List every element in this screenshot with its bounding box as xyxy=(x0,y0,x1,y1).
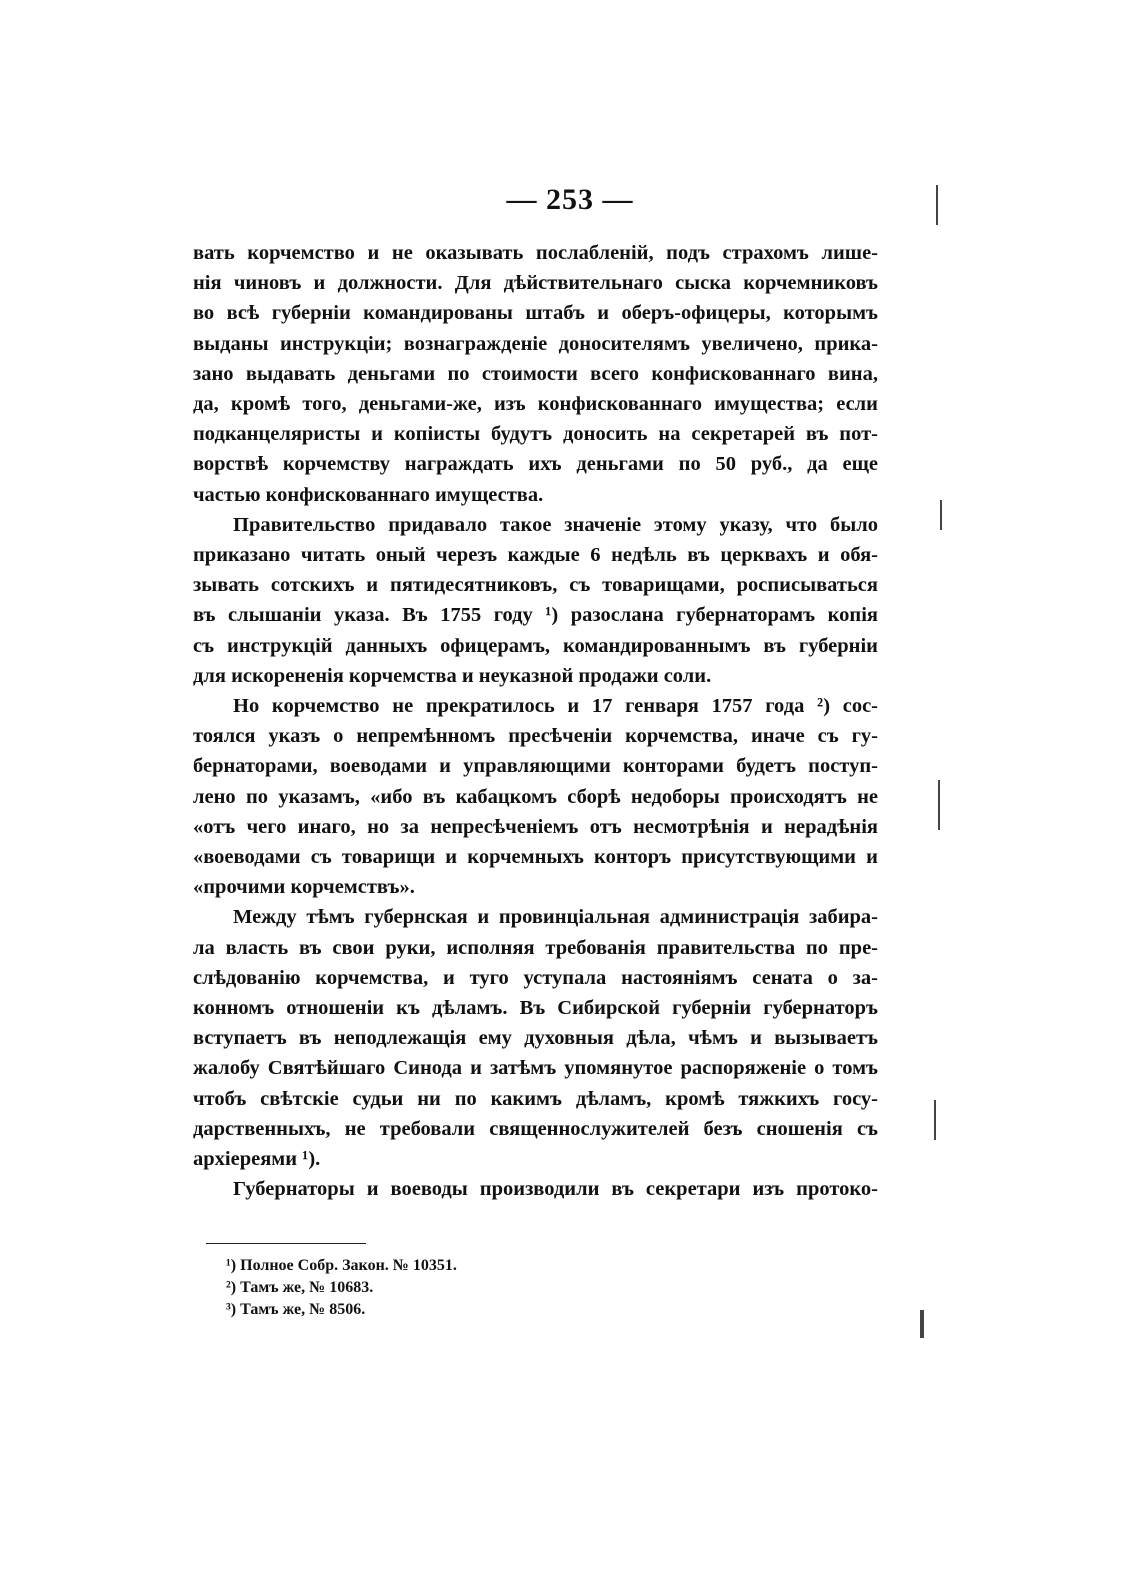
footnote: ¹) Полное Собр. Закон. № 10351. xyxy=(226,1257,457,1274)
text-line: «прочими корчемствъ». xyxy=(193,876,415,899)
scan-margin-mark xyxy=(934,1100,936,1140)
body-text xyxy=(193,238,878,1205)
text-line: во всѣ губерніи командированы штабъ и оберъ-офицеры, которымъ xyxy=(193,302,878,325)
text-line: архіереями ¹). xyxy=(193,1148,321,1171)
text-line: съ инструкцій данныхъ офицерамъ, командированнымъ въ губерніи xyxy=(193,634,878,657)
text-line: для искорененія корчемства и неуказной продажи соли. xyxy=(193,664,712,687)
text-line: приказано читать оный черезъ каждые 6 недѣль въ церквахъ и обя- xyxy=(193,544,878,567)
paragraph-3 xyxy=(193,691,878,902)
paragraph-1 xyxy=(193,238,878,510)
text-line: Между тѣмъ губернская и провинціальная администрація забира- xyxy=(233,906,878,929)
text-line: зано выдавать деньгами по стоимости всего конфискованнаго вина, xyxy=(193,362,878,385)
text-line: выданы инструкціи; вознагражденіе доносителямъ увеличено, прика- xyxy=(193,332,878,355)
paragraph-2 xyxy=(193,510,878,691)
text-line: частью конфискованнаго имущества. xyxy=(193,483,544,506)
scan-margin-mark xyxy=(920,1310,924,1338)
text-line: Правительство придавало такое значеніе этому указу, что было xyxy=(233,513,878,536)
footnote: ³) Тамъ же, № 8506. xyxy=(226,1301,366,1318)
text-line: «отъ чего инаго, но за непресѣченіемъ отъ несмотрѣнія и нерадѣнія xyxy=(193,815,878,838)
text-line: чтобъ свѣтскіе судьи ни по какимъ дѣламъ, кромѣ тяжкихъ госу- xyxy=(193,1087,878,1110)
text-line: подканцеляристы и копіисты будутъ доносить на секретарей въ пот- xyxy=(193,423,878,446)
footnotes xyxy=(226,1255,646,1321)
scan-margin-mark xyxy=(940,500,942,530)
text-line: дарственныхъ, не требовали священнослужителей безъ сношенія съ xyxy=(193,1117,878,1140)
paragraph-4 xyxy=(193,902,878,1174)
scan-margin-mark xyxy=(936,185,938,225)
text-line: бернаторами, воеводами и управляющими конторами будетъ поступ- xyxy=(193,755,878,778)
text-line: конномъ отношеніи къ дѣламъ. Въ Сибирской губерніи губернаторъ xyxy=(193,997,878,1020)
text-line: въ слышаніи указа. Въ 1755 году ¹) разослана губернаторамъ копія xyxy=(193,604,878,627)
footnote-divider xyxy=(206,1243,366,1244)
footnote: ²) Тамъ же, № 10683. xyxy=(226,1279,374,1296)
text-line: зывать сотскихъ и пятидесятниковъ, съ товарищами, росписываться xyxy=(193,574,878,597)
text-line: Губернаторы и воеводы производили въ секретари изъ протоко- xyxy=(233,1178,878,1201)
text-line: вать корчемство и не оказывать послабленій, подъ страхомъ лише- xyxy=(193,242,878,264)
text-line: «воеводами съ товарищи и корчемныхъ конторъ присутствующими и xyxy=(193,846,878,869)
paragraph-5 xyxy=(193,1174,878,1204)
text-line: Но корчемство не прекратилось и 17 генваря 1757 года ²) сос- xyxy=(233,695,878,718)
text-line: лено по указамъ, «ибо въ кабацкомъ сборѣ недоборы происходятъ не xyxy=(193,785,878,808)
text-line: ла власть въ свои руки, исполняя требованія правительства по пре- xyxy=(193,936,878,959)
page-number: — 253 — xyxy=(506,183,634,216)
text-line: жалобу Святѣйшаго Синода и затѣмъ упомянутое распоряженіе о томъ xyxy=(193,1057,878,1080)
text-line: ворствѣ корчемству награждать ихъ деньгами по 50 руб., да еще xyxy=(193,453,878,476)
scan-margin-mark xyxy=(938,780,940,830)
text-line: нія чиновъ и должности. Для дѣйствительнаго сыска корчемниковъ xyxy=(193,272,878,295)
text-line: слѣдованію корчемства, и туго уступала настояніямъ сената о за- xyxy=(193,966,878,989)
text-line: да, кромѣ того, деньгами-же, изъ конфискованнаго имущества; если xyxy=(193,393,878,416)
text-line: тоялся указъ о непремѣнномъ пресѣченіи корчемства, иначе съ гу- xyxy=(193,725,878,748)
text-line: вступаетъ въ неподлежащія ему духовныя дѣла, чѣмъ и вызываетъ xyxy=(193,1027,878,1050)
